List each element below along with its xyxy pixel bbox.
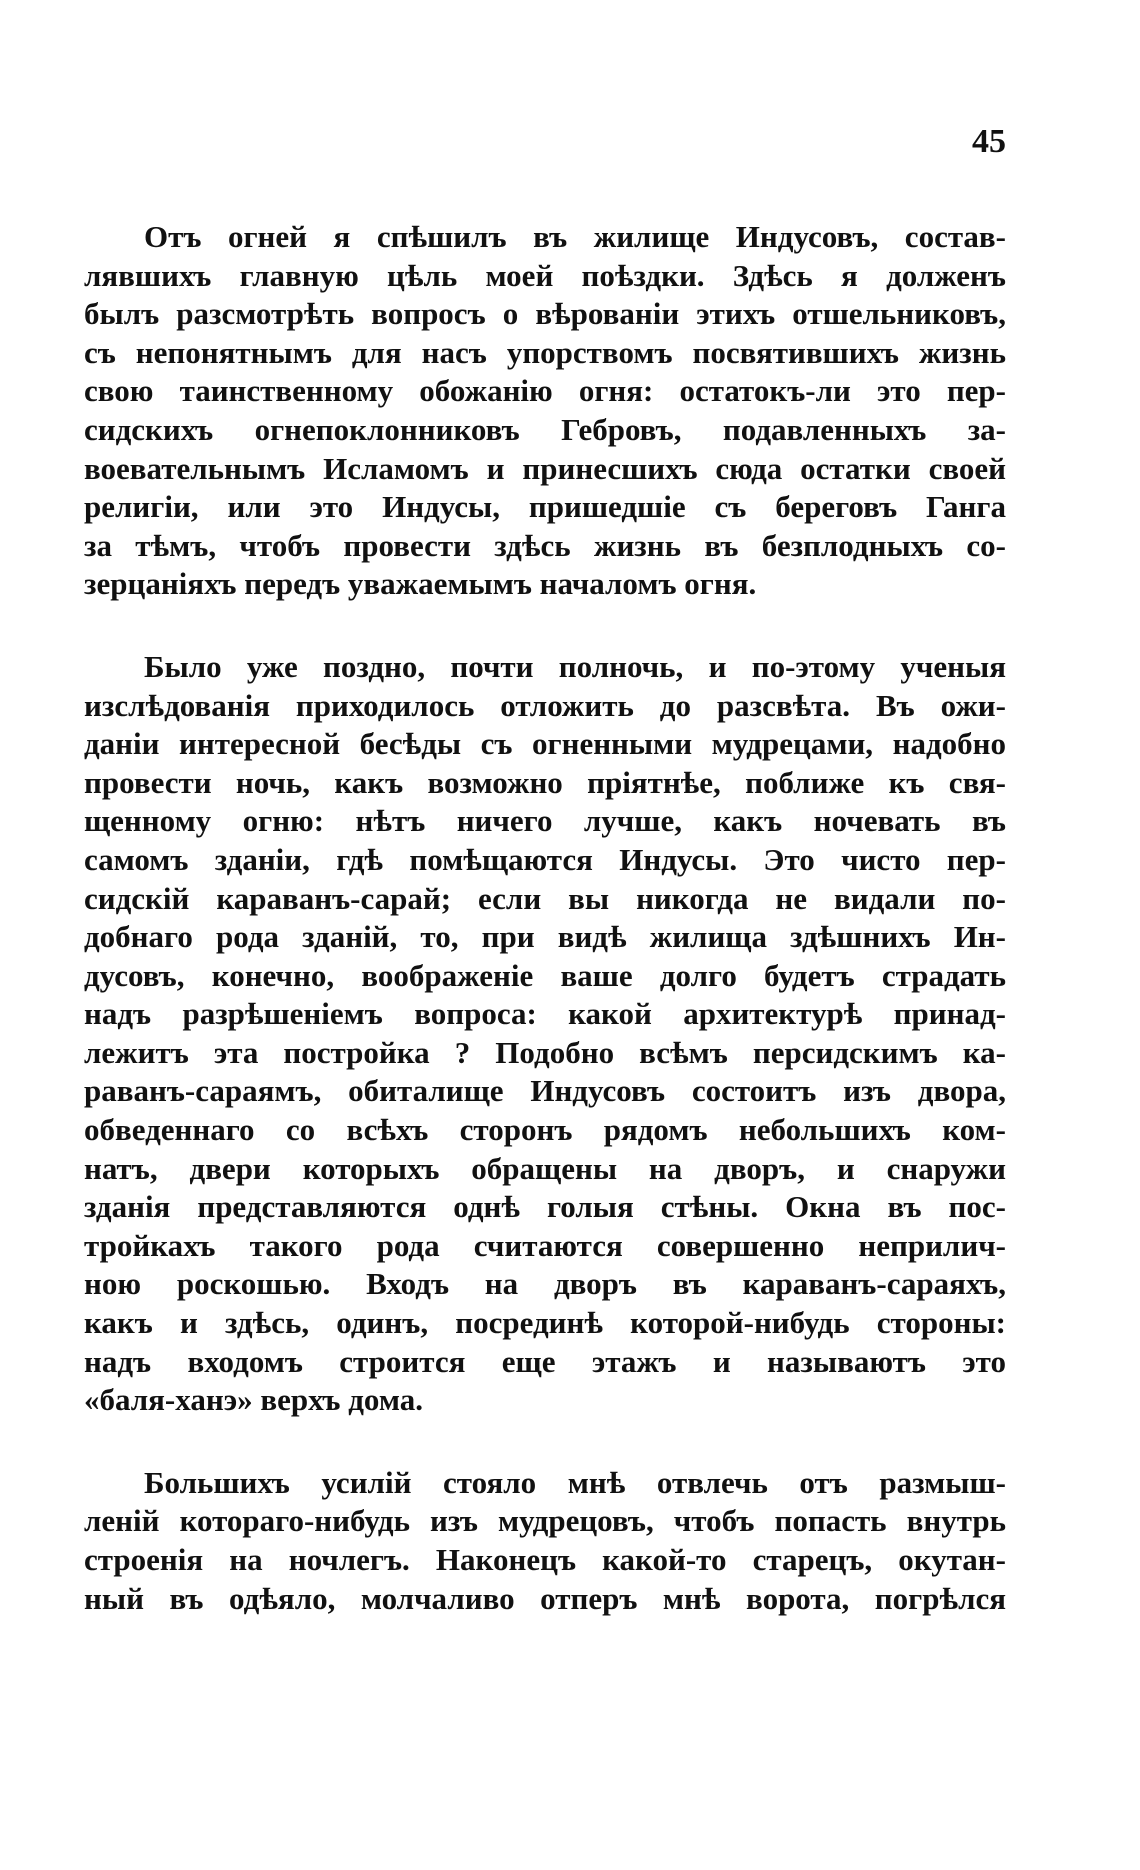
- text-line: надъ входомъ строится еще этажъ и называютъ это: [84, 1343, 1006, 1379]
- text-line: за тѣмъ, чтобъ провести здѣсь жизнь въ безплодныхъ со-: [84, 527, 1006, 563]
- text-line: самомъ зданіи, гдѣ помѣщаются Индусы. Это чисто пер-: [84, 841, 1006, 877]
- text-line: натъ, двери которыхъ обращены на дворъ, и снаружи: [84, 1150, 1006, 1186]
- text-line: какъ и здѣсь, одинъ, посрединѣ которой-нибудь стороны:: [84, 1305, 1006, 1341]
- text-line: добнаго рода зданій, то, при видѣ жилища здѣшнихъ Ин-: [84, 919, 1006, 955]
- text-line: зданія представляются однѣ голыя стѣны. Окна въ пос-: [84, 1189, 1006, 1225]
- body-text: [84, 218, 1006, 1662]
- text-line: свою таинственному обожанію огня: остатокъ-ли это пер-: [84, 373, 1006, 409]
- text-line: даніи интересной бесѣды съ огненными мудрецами, надобно: [84, 726, 1006, 762]
- text-line: леній котораго-нибудь изъ мудрецовъ, чтобъ попасть внутрь: [84, 1503, 1006, 1539]
- text-line: сидскій караванъ-сарай; если вы никогда не видали по-: [84, 880, 1006, 916]
- text-line: строенія на ночлегъ. Наконецъ какой-то старецъ, окутан-: [84, 1542, 1006, 1577]
- text-line: Было уже поздно, почти полночь, и по-этому ученыя: [144, 648, 1006, 684]
- text-line: раванъ-сараямъ, обиталище Индусовъ состоитъ изъ двора,: [84, 1073, 1006, 1109]
- text-line: «баля-ханэ» верхъ дома.: [84, 1382, 423, 1418]
- text-line: религіи, или это Индусы, пришедшіе съ береговъ Ганга: [84, 489, 1006, 525]
- paragraph-1: [84, 218, 1006, 604]
- text-line: изслѣдованія приходилось отложить до разсвѣта. Въ ожи-: [84, 687, 1006, 723]
- text-line: Большихъ усилій стояло мнѣ отвлечь отъ размыш-: [144, 1464, 1006, 1500]
- text-line: былъ разсмотрѣть вопросъ о вѣрованіи этихъ отшельниковъ,: [84, 296, 1006, 332]
- text-line: лявшихъ главную цѣль моей поѣздки. Здѣсь я долженъ: [84, 257, 1006, 293]
- text-line: обведеннаго со всѣхъ сторонъ рядомъ небольшихъ ком-: [84, 1112, 1006, 1148]
- text-line: провести ночь, какъ возможно пріятнѣе, поближе къ свя-: [84, 764, 1006, 800]
- text-line: воевательнымъ Исламомъ и принесшихъ сюда остатки своей: [84, 450, 1006, 486]
- page-number: 45: [972, 123, 1006, 160]
- text-line: ный въ одѣяло, молчаливо отперъ мнѣ ворота, погрѣлся: [84, 1580, 1006, 1616]
- text-line: щенному огню: нѣтъ ничего лучше, какъ ночевать въ: [84, 803, 1006, 839]
- text-line: сидскихъ огнепоклонниковъ Гебровъ, подавленныхъ за-: [84, 411, 1006, 447]
- paragraph-2: [84, 648, 1006, 1420]
- text-line: ною роскошью. Входъ на дворъ въ караванъ-сараяхъ,: [84, 1266, 1006, 1302]
- text-line: тройкахъ такого рода считаются совершенно неприлич-: [84, 1227, 1006, 1263]
- text-line: зерцаніяхъ передъ уважаемымъ началомъ огня.: [84, 566, 757, 602]
- text-line: съ непонятнымъ для насъ упорствомъ посвятившихъ жизнь: [84, 334, 1006, 370]
- text-line: дусовъ, конечно, воображеніе ваше долго будетъ страдать: [84, 957, 1006, 993]
- text-line: надъ разрѣшеніемъ вопроса: какой архитектурѣ принад-: [84, 996, 1006, 1032]
- paragraph-3: [84, 1464, 1006, 1618]
- text-line: Отъ огней я спѣшилъ въ жилище Индусовъ, состав-: [144, 219, 1006, 254]
- text-line: лежитъ эта постройка ? Подобно всѣмъ персидскимъ ка-: [84, 1034, 1006, 1070]
